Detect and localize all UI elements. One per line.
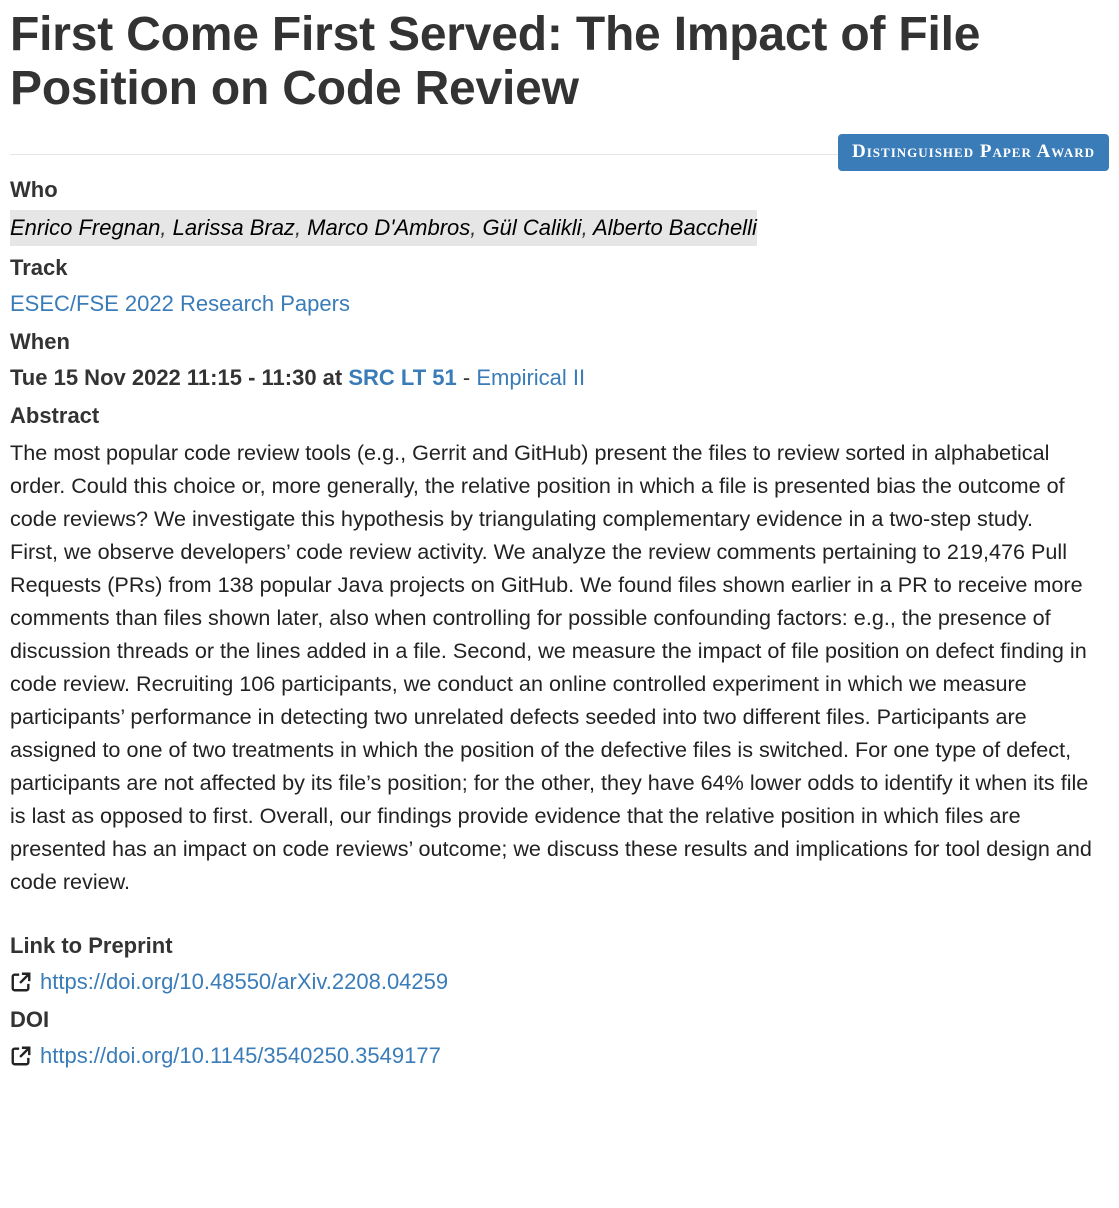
room-link[interactable]: SRC LT 51 — [348, 365, 457, 390]
abstract-paragraph: The most popular code review tools (e.g., Gerrit and GitHub) present the files to review sorted in alphabetical order. Could this choice or, more generally, the relative position in which a file is presented bias the outcome of code reviews? We investigate this hypothesis by triangulating complementary evidence in a two-step study. — [10, 440, 1065, 531]
preprint-section — [10, 932, 1109, 998]
abstract-paragraph: First, we observe developers’ code review activity. We analyze the review comments pertaining to 219,476 Pull Requests (PRs) from 138 popular Java projects on GitHub. We found files shown earlier in a PR to receive more comments than files shown later, also when controlling for possible confounding factors: e.g., the presence of discussion threads or the lines added in a file. Second, we measure the impact of file position on defect finding in code review. Recruiting 106 participants, we conduct an online controlled experiment in which we measure participants’ performance in detecting two unrelated defects seeded into two different files. Participants are assigned to one of two treatments in which the position of the defective files is switched. For one type of defect, participants are not affected by its file’s position; for the other, they have 64% lower odds to identify it when its file is last as opposed to first. Overall, our findings provide evidence that the relative position in which files are presented has an impact on code reviews’ outcome; we discuss these results and implications for tool design and code review. — [10, 539, 1092, 894]
track-section — [10, 254, 1109, 320]
paper-page — [0, 8, 1119, 1072]
abstract-body — [10, 436, 1109, 898]
doi-label: DOI — [10, 1007, 50, 1032]
doi-section — [10, 1006, 1109, 1072]
when-section — [10, 328, 1109, 394]
author-link[interactable]: Alberto Bacchelli — [592, 215, 757, 240]
session-datetime: Tue 15 Nov 2022 11:15 - 11:30 at — [10, 365, 343, 390]
when-label: When — [10, 329, 70, 354]
when-value — [10, 362, 1109, 394]
paper-title: First Come First Served: The Impact of File Position on Code Review — [10, 8, 981, 115]
external-link-icon — [10, 971, 32, 993]
external-link-icon — [10, 1045, 32, 1067]
track-link[interactable]: ESEC/FSE 2022 Research Papers — [10, 291, 350, 316]
doi-link[interactable]: https://doi.org/10.1145/3540250.3549177 — [40, 1043, 441, 1068]
when-separator: - — [462, 365, 471, 390]
author-link[interactable]: Larissa Braz — [172, 215, 295, 240]
abstract-label: Abstract — [10, 403, 100, 428]
author-link[interactable]: Enrico Fregnan — [10, 215, 161, 240]
award-row — [10, 116, 1109, 176]
who-label: Who — [10, 177, 58, 202]
session-link[interactable]: Empirical II — [476, 365, 586, 390]
preprint-link[interactable]: https://doi.org/10.48550/arXiv.2208.04259 — [40, 969, 449, 994]
track-label: Track — [10, 255, 68, 280]
author-link[interactable]: Marco D'Ambros — [307, 215, 471, 240]
abstract-section — [10, 402, 1109, 898]
author-link[interactable]: Gül Calikli — [482, 215, 582, 240]
preprint-label: Link to Preprint — [10, 933, 173, 958]
who-section — [10, 176, 1109, 246]
authors-list: Enrico Fregnan, Larissa Braz, Marco D'Ambros, Gül Calikli, Alberto Bacchelli — [10, 210, 757, 246]
award-badge: Distinguished Paper Award — [838, 134, 1109, 171]
